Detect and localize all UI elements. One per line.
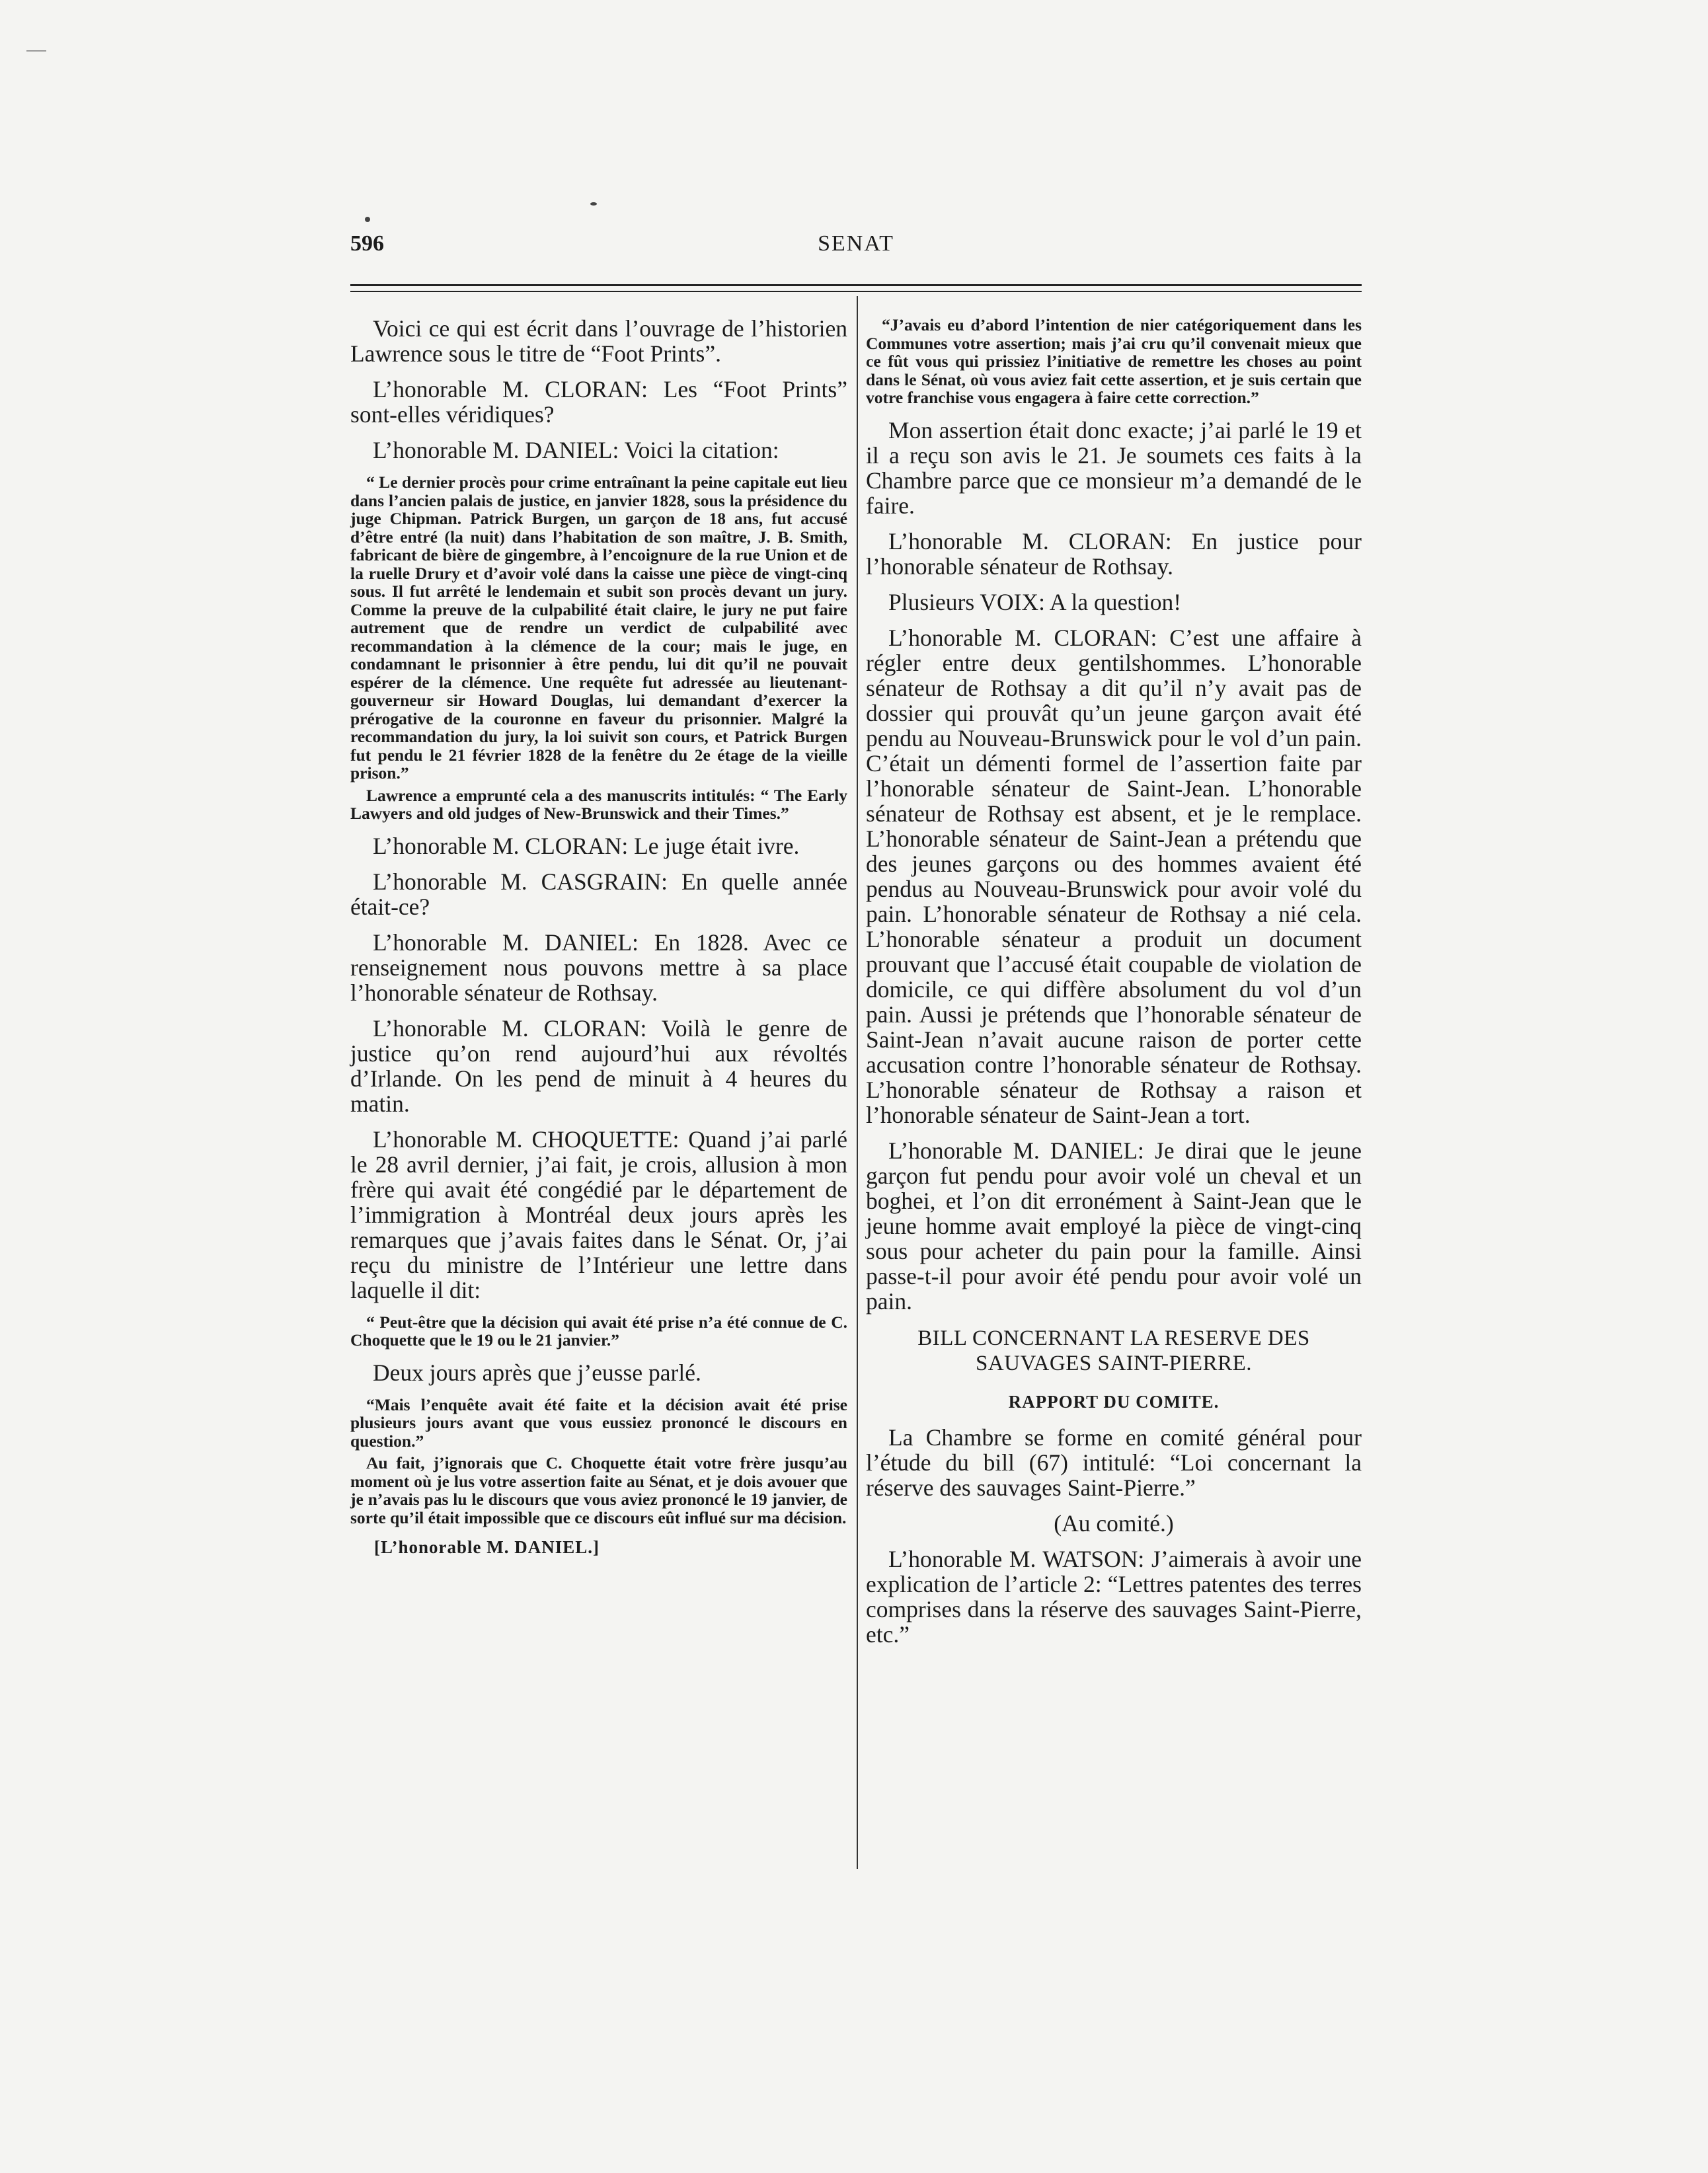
paragraph: L’honorable M. WATSON: J’aimerais à avoir une explication de l’article 2: “Lettres patentes des terres comprises dans la réserve des sauvages Saint-Pierre, etc.” bbox=[866, 1545, 1362, 1648]
paragraph: L’honorable M. DANIEL: En 1828. Avec ce renseignement nous pouvons mettre à sa place l’honorable sénateur de Rothsay. bbox=[350, 929, 847, 1006]
section-subheading: RAPPORT DU COMITE. bbox=[1008, 1391, 1220, 1412]
paragraph: L’honorable M. CHOQUETTE: Quand j’ai parlé le 28 avril dernier, j’ai fait, je crois, allusion à mon frère qui avait été congédié par le département de l’immigration à Montréal deux jours après les remarques que j’avais faites dans le Sénat. Or, j’ai reçu du ministre de l’Intérieur une lettre dans laquelle il dit: bbox=[350, 1125, 847, 1303]
paragraph: Deux jours après que j’eusse parlé. bbox=[373, 1359, 701, 1386]
paragraph: L’honorable M. DANIEL: Je dirai que le jeune garçon fut pendu pour avoir volé un cheval et un boghei, et l’on dit erronément à Saint-Jean que le jeune homme avait employé la pièce de vingt-cinq sous pour acheter du pain pour la famille. Ainsi passe-t-il pour avoir été pendu pour avoir volé un pain. bbox=[866, 1137, 1362, 1315]
committee-note: (Au comité.) bbox=[1054, 1509, 1174, 1537]
page-header bbox=[350, 231, 1362, 264]
block-quote: Au fait, j’ignorais que C. Choquette était votre frère jusqu’au moment où je lus votre assertion faite au Sénat, et je dois avouer que je n’avais pas lu le discours que vous aviez prononcé le 19 janvier, de sorte qu’il était impossible que ce discours eût influé sur ma décision. bbox=[350, 1453, 847, 1527]
right-column bbox=[866, 316, 1362, 1658]
paragraph: Mon assertion était donc exacte; j’ai parlé le 19 et il a reçu son avis le 21. Je soumets ces faits à la Chambre parce que ce monsieur m’a demandé de le faire. bbox=[866, 416, 1362, 519]
paragraph: L’honorable M. CLORAN: Le juge était ivre. bbox=[373, 832, 800, 859]
block-quote: Lawrence a emprunté cela a des manuscrits intitulés: “ The Early Lawyers and old judges of New-Brunswick and their Times.” bbox=[350, 785, 847, 823]
page-number: 596 bbox=[350, 231, 384, 256]
header-rule-bottom bbox=[350, 291, 1362, 292]
header-rule-top bbox=[350, 284, 1362, 286]
left-column bbox=[350, 316, 847, 1558]
paragraph: Voici ce qui est écrit dans l’ouvrage de l’historien Lawrence sous le titre de “Foot Prints”. bbox=[350, 315, 847, 367]
section-heading: BILL CONCERNANT LA RESERVE DES SAUVAGES SAINT-PIERRE. bbox=[917, 1326, 1310, 1375]
paragraph: L’honorable M. CLORAN: Voilà le genre de justice qu’on rend aujourd’hui aux révoltés d’Irlande. On les pend de minuit à 4 heures du matin. bbox=[350, 1014, 847, 1117]
block-quote: “ Peut-être que la décision qui avait été prise n’a été connue de C. Choquette que le 19 ou le 21 janvier.” bbox=[350, 1312, 847, 1350]
running-title: SENAT bbox=[818, 231, 894, 256]
block-quote: “Mais l’enquête avait été faite et la décision avait été prise plusieurs jours avant que vous eussiez prononcé le discours en question.” bbox=[350, 1394, 847, 1451]
scan-mark bbox=[26, 50, 46, 52]
print-speck bbox=[365, 217, 370, 222]
paragraph: L’honorable M. CLORAN: En justice pour l’honorable sénateur de Rothsay. bbox=[866, 527, 1362, 580]
column-divider bbox=[857, 296, 858, 1869]
paragraph: L’honorable M. CLORAN: C’est une affaire à régler entre deux gentilshommes. L’honorable sénateur de Rothsay a dit qu’il n’y avait pas de dossier qui prouvât qu’un jeune garçon avait été pendu au Nouveau-Brunswick pour le vol d’un pain. C’était un démenti formel de l’assertion faite par l’honorable sénateur de Saint-Jean. L’honorable sénateur de Rothsay est absent, et je le remplace. L’honorable sénateur de Saint-Jean a prétendu que des jeunes garçons ou des hommes avaient été pendus au Nouveau-Brunswick pour avoir volé du pain. L’honorable sénateur de Rothsay a nié cela. L’honorable sénateur a produit un document prouvant que l’accusé était coupable de violation de domicile, ce qui diffère absolument du vol d’un pain. Aussi je prétends que l’honorable sénateur de Saint-Jean n’avait aucune raison de porter cette accusation contre l’honorable sénateur de Rothsay. L’honorable sénateur de Rothsay a raison et l’honorable sénateur de Saint-Jean a tort. bbox=[866, 624, 1362, 1128]
speaker-attribution: [L’honorable M. DANIEL.] bbox=[374, 1537, 600, 1557]
paragraph: Plusieurs VOIX: A la question! bbox=[888, 588, 1182, 615]
paragraph: La Chambre se forme en comité général pour l’étude du bill (67) intitulé: “Loi concernant la réserve des sauvages Saint-Pierre.” bbox=[866, 1424, 1362, 1501]
block-quote: “ Le dernier procès pour crime entraînant la peine capitale eut lieu dans l’ancien palais de justice, en janvier 1828, sous la présidence du juge Chipman. Patrick Burgen, un garçon de 18 ans, fut accusé d’être entré (la nuit) dans l’habitation de son maître, J. B. Smith, fabricant de bière de gingembre, à l’encoignure de la rue Union et de la ruelle Drury et d’avoir volé dans la caisse une pièce de vingt-cinq sous. Il fut arrêté le lendemain et subit son procès devant un jury. Comme la preuve de la culpabilité était claire, le jury ne put faire autrement que de rendre un verdict de culpabilité avec recommandation à la clémence de la cour; mais le juge, en condamnant le prisonnier à être pendu, lui dit qu’il ne pouvait espérer de la clémence. Une requête fut adressée au lieutenant-gouverneur sir Howard Douglas, lui demandant d’exercer la prérogative de la couronne en faveur du prisonnier. Malgré la recommandation du jury, la loi suivit son cours, et Patrick Burgen fut pendu le 21 février 1828 de la fenêtre du 2e étage de la vieille prison.” bbox=[350, 473, 847, 782]
paragraph: L’honorable M. CLORAN: Les “Foot Prints” sont-elles véridiques? bbox=[350, 376, 847, 428]
paragraph: L’honorable M. CASGRAIN: En quelle année était-ce? bbox=[350, 868, 847, 920]
paragraph: L’honorable M. DANIEL: Voici la citation: bbox=[373, 437, 779, 463]
block-quote: “J’avais eu d’abord l’intention de nier catégoriquement dans les Communes votre assertion; mais j’ai cru qu’il convenait mieux que ce fût vous qui prissiez l’initiative de remettre les choses au point dans le Sénat, où vous aviez fait cette assertion, et je suis certain que votre franchise vous engagera à faire cette correction.” bbox=[866, 315, 1362, 407]
print-speck bbox=[590, 202, 597, 206]
